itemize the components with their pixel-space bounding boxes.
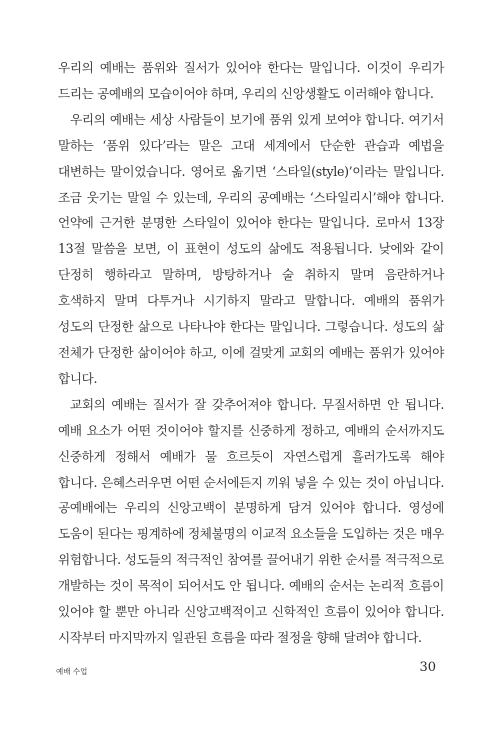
paragraph-1: 우리의 예배는 품위와 질서가 있어야 한다는 말입니다. 이것이 우리가 드리는 공예배의 모습이어야 하며, 우리의 신앙생활도 이러해야 합니다. [58, 60, 444, 101]
body-text [58, 55, 444, 651]
footer-page-number: 30 [419, 660, 436, 675]
paragraph-3: 교회의 예배는 질서가 잘 갖추어져야 합니다. 무질서하면 안 됩니다. 예배 요소가 어떤 것이어야 할지를 신중하게 정하고, 예배의 순서까지도 신중하게 정해서 예배가 물 흐르듯이 자연스럽게 흘러가도록 해야 합니다. 은혜스러우면 어떤 순서에든지 끼워 넣을 수 있는 것이 아닙니다. 공예배에는 우리의 신앙고백이 분명하게 담겨 있어야 합니다. 영성에 도움이 된다는 핑계하에 정체불명의 이교적 요소들을 도입하는 것은 매우 위험합니다. 성도들의 적극적인 참여를 끌어내기 위한 순서를 적극적으로 개발하는 것이 목적이 되어서도 안 됩니다. 예배의 순서는 논리적 흐름이 있어야 할 뿐만 아니라 신앙고백적이고 신학적인 흐름이 있어야 합니다. 시작부터 마지막까지 일관된 흐름을 따라 절정을 향해 달려야 합니다. [58, 396, 444, 645]
footer-book-title: 예배 수업 [56, 667, 88, 676]
paragraph-2: 우리의 예배는 세상 사람들이 보기에 품위 있게 보여야 합니다. 여기서 말하는 ‘품위 있다’라는 말은 고대 세계에서 단순한 관습과 예법을 대변하는 말이었습니다. 영어로 옮기면 ‘스타일(style)’이라는 말입니다. 조금 웃기는 말일 수 있는데, 우리의 공예배는 ‘스타일리시’해야 합니다. 언약에 근거한 분명한 스타일이 있어야 한다는 말입니다. 로마서 13장 13절 말씀을 보면, 이 표현이 성도의 삶에도 적용됩니다. 낮에와 같이 단정히 행하라고 말하며, 방탕하거나 술 취하지 말며 음란하거나 호색하지 말며 다투거나 시기하지 말라고 말합니다. 예배의 품위가 성도의 단정한 삶으로 나타나야 한다는 말입니다. 그렇습니다. 성도의 삶 전체가 단정한 삶이어야 하고, 이에 걸맞게 교회의 예배는 품위가 있어야 합니다. [58, 111, 444, 386]
